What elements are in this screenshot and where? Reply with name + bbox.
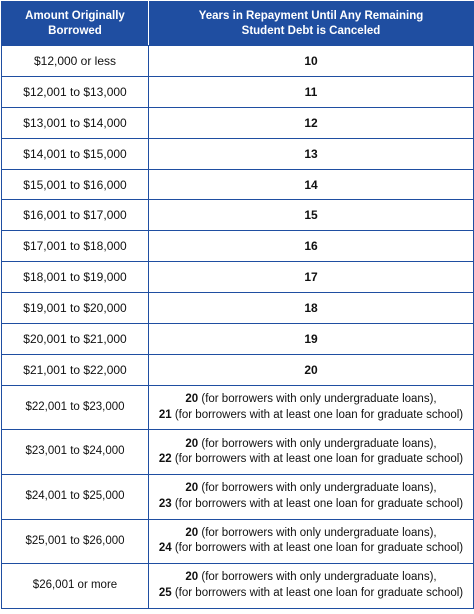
table-row: [2, 293, 474, 324]
table-row: [2, 262, 474, 293]
years-cell: [149, 138, 474, 169]
graduate-years-value: 23: [158, 497, 172, 510]
header-amount-borrowed: [2, 2, 149, 46]
graduate-line: [153, 497, 469, 513]
amount-cell: $24,001 to $25,000: [2, 474, 149, 519]
graduate-note: (for borrowers with at least one loan for graduate school): [171, 408, 464, 421]
table-row: [2, 385, 474, 430]
graduate-note: (for borrowers with at least one loan for graduate school): [171, 453, 464, 466]
table-header: [2, 2, 474, 46]
graduate-line: [153, 408, 469, 424]
table-row: [2, 138, 474, 169]
header-row: [2, 2, 474, 46]
years-cell: [149, 169, 474, 200]
table-row: [2, 169, 474, 200]
amount-cell: $23,001 to $24,000: [2, 430, 149, 475]
amount-cell: $26,001 or more: [2, 564, 149, 609]
years-cell: [149, 474, 474, 519]
table-row: [2, 354, 474, 385]
years-cell: [149, 231, 474, 262]
graduate-line: [153, 541, 469, 557]
years-value: 12: [304, 115, 318, 130]
years-cell: [149, 324, 474, 355]
table-row: [2, 519, 474, 564]
years-cell: [149, 76, 474, 107]
years-value: 19: [304, 331, 318, 346]
amount-cell: $14,001 to $15,000: [2, 138, 149, 169]
debt-cancellation-table: [1, 1, 474, 609]
undergraduate-years-value: 20: [185, 526, 199, 539]
undergraduate-line: [153, 570, 469, 586]
years-cell: [149, 430, 474, 475]
years-cell: [149, 293, 474, 324]
graduate-years-value: 24: [158, 542, 172, 555]
years-cell: [149, 564, 474, 609]
amount-cell: $12,001 to $13,000: [2, 76, 149, 107]
table-row: [2, 324, 474, 355]
graduate-years-value: 21: [158, 408, 172, 421]
header-years-line-2: Student Debt is Canceled: [241, 24, 381, 37]
graduate-line: [153, 452, 469, 468]
table-row: [2, 200, 474, 231]
undergraduate-years-value: 20: [185, 571, 199, 584]
undergraduate-years-value: 20: [185, 482, 199, 495]
amount-cell: $19,001 to $20,000: [2, 293, 149, 324]
table-row: [2, 231, 474, 262]
years-value: 15: [304, 208, 318, 223]
undergraduate-line: [153, 481, 469, 497]
header-amount-line-2: Borrowed: [48, 24, 102, 37]
graduate-line: [153, 586, 469, 602]
header-years-in-repayment: [149, 2, 474, 46]
years-value: 10: [304, 53, 318, 68]
years-value: 13: [304, 146, 318, 161]
graduate-note: (for borrowers with at least one loan for graduate school): [171, 497, 464, 510]
amount-cell: $18,001 to $19,000: [2, 262, 149, 293]
undergraduate-note: (for borrowers with only undergraduate loans),: [198, 393, 437, 406]
undergraduate-line: [153, 437, 469, 453]
amount-cell: $25,001 to $26,000: [2, 519, 149, 564]
years-cell: [149, 262, 474, 293]
amount-cell: $16,001 to $17,000: [2, 200, 149, 231]
years-cell: [149, 519, 474, 564]
years-value: 18: [304, 301, 318, 316]
amount-cell: $20,001 to $21,000: [2, 324, 149, 355]
table-row: [2, 474, 474, 519]
undergraduate-line: [153, 526, 469, 542]
years-value: 20: [304, 362, 318, 377]
table-row: [2, 46, 474, 77]
years-cell: [149, 200, 474, 231]
graduate-note: (for borrowers with at least one loan for graduate school): [171, 542, 464, 555]
years-value: 16: [304, 239, 318, 254]
undergraduate-years-value: 20: [185, 393, 199, 406]
undergraduate-note: (for borrowers with only undergraduate loans),: [198, 482, 437, 495]
amount-cell: $21,001 to $22,000: [2, 354, 149, 385]
undergraduate-note: (for borrowers with only undergraduate loans),: [198, 571, 437, 584]
amount-cell: $12,000 or less: [2, 46, 149, 77]
amount-cell: $13,001 to $14,000: [2, 107, 149, 138]
undergraduate-line: [153, 392, 469, 408]
table-row: [2, 430, 474, 475]
amount-cell: $22,001 to $23,000: [2, 385, 149, 430]
undergraduate-note: (for borrowers with only undergraduate loans),: [198, 526, 437, 539]
header-years-line-1: Years in Repayment Until Any Remaining: [198, 9, 424, 22]
years-cell: [149, 46, 474, 77]
table-body: [2, 46, 474, 609]
years-value: 17: [304, 270, 318, 285]
document-sheet: [1, 1, 473, 612]
header-amount-line-1: Amount Originally: [25, 9, 125, 22]
table-row: [2, 76, 474, 107]
amount-cell: $17,001 to $18,000: [2, 231, 149, 262]
undergraduate-years-value: 20: [185, 437, 199, 450]
table-row: [2, 107, 474, 138]
graduate-years-value: 25: [158, 586, 172, 599]
graduate-note: (for borrowers with at least one loan for graduate school): [171, 586, 464, 599]
years-value: 14: [304, 177, 318, 192]
years-value: 11: [304, 84, 318, 99]
years-cell: [149, 107, 474, 138]
graduate-years-value: 22: [158, 453, 172, 466]
years-cell: [149, 354, 474, 385]
undergraduate-note: (for borrowers with only undergraduate loans),: [198, 437, 437, 450]
table-row: [2, 564, 474, 609]
years-cell: [149, 385, 474, 430]
amount-cell: $15,001 to $16,000: [2, 169, 149, 200]
